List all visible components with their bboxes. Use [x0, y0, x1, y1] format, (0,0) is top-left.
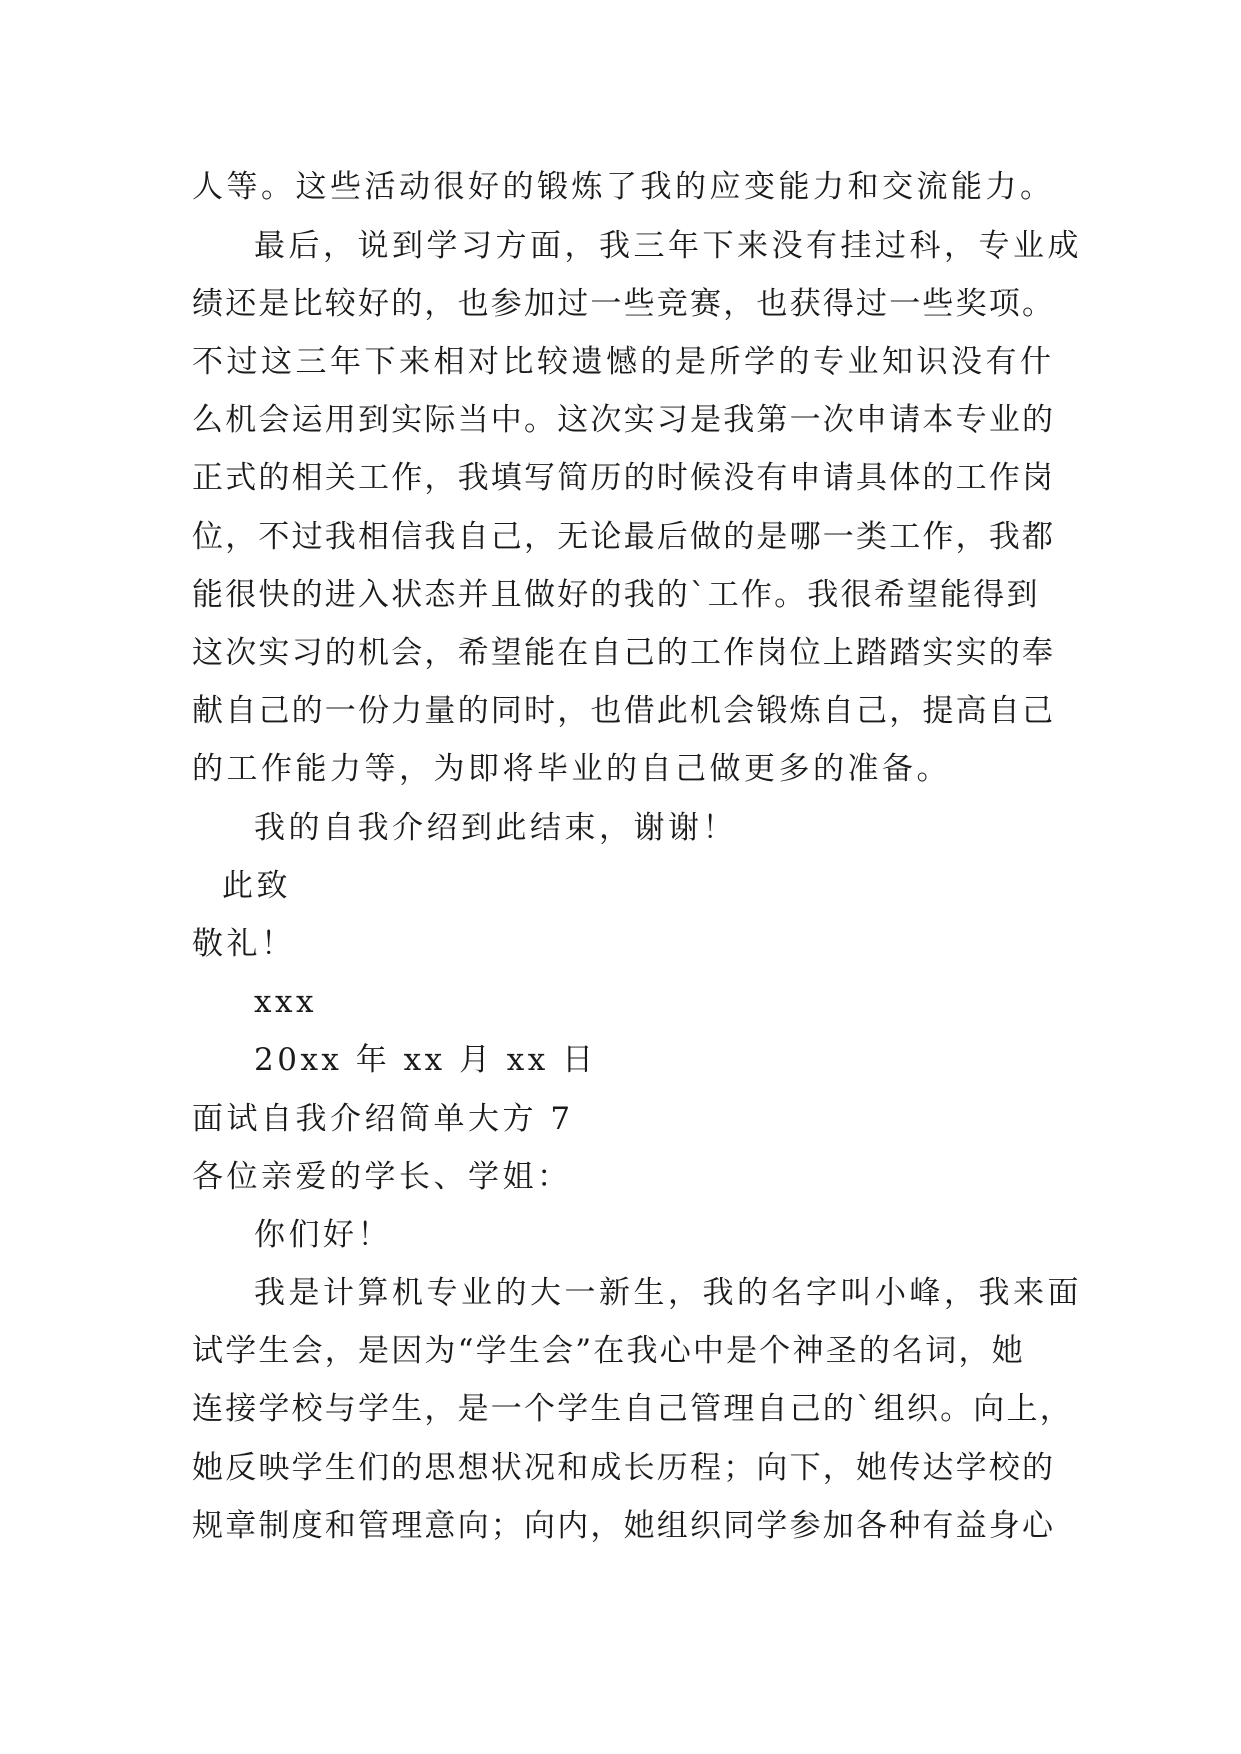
paragraph-line: 我是计算机专业的大一新生，我的名字叫小峰，我来面 [254, 1275, 1082, 1311]
paragraph-line: 么机会运用到实际当中。这次实习是我第一次申请本专业的 [192, 402, 1056, 438]
paragraph-line: 绩还是比较好的，也参加过一些竞赛，也获得过一些奖项。 [192, 286, 1056, 322]
closing-line: 我的自我介绍到此结束，谢谢！ [254, 810, 737, 846]
section-heading: 面试自我介绍简单大方 7 [192, 1101, 574, 1137]
paragraph-line: 正式的相关工作，我填写简历的时候没有申请具体的工作岗 [192, 460, 1056, 496]
paragraph-line: 规章制度和管理意向；向内，她组织同学参加各种有益身心 [192, 1508, 1056, 1544]
paragraph-line: 试学生会，是因为“学生会”在我心中是个神圣的名词，她 [192, 1333, 1025, 1369]
greeting-line: 你们好！ [254, 1217, 392, 1253]
paragraph-line: 献自己的一份力量的同时，也借此机会锻炼自己，提高自己 [192, 693, 1056, 729]
signature-date: 20xx 年 xx 月 xx 日 [254, 1042, 597, 1078]
greeting-line: 各位亲爱的学长、学姐： [192, 1159, 572, 1195]
signature-name: xxx [254, 984, 317, 1020]
paragraph-line: 人等。这些活动很好的锻炼了我的应变能力和交流能力。 [192, 169, 1055, 205]
salutation-line: 敬礼！ [192, 926, 296, 962]
paragraph-line: 她反映学生们的思想状况和成长历程；向下，她传达学校的 [192, 1450, 1056, 1486]
paragraph-line: 这次实习的机会，希望能在自己的工作岗位上踏踏实实的奉 [192, 635, 1056, 671]
paragraph-line: 连接学校与学生，是一个学生自己管理自己的`组织。向上， [192, 1391, 1073, 1427]
paragraph-line: 的工作能力等，为即将毕业的自己做更多的准备。 [192, 751, 951, 787]
paragraph-line: 不过这三年下来相对比较遗憾的是所学的专业知识没有什 [192, 344, 1055, 380]
paragraph-line: 位，不过我相信我自己，无论最后做的是哪一类工作，我都 [192, 519, 1056, 555]
paragraph-line: 最后，说到学习方面，我三年下来没有挂过科，专业成 [254, 228, 1082, 264]
paragraph-line: 能很快的进入状态并且做好的我的`工作。我很希望能得到 [192, 577, 1040, 613]
salutation-line: 此致 [222, 868, 291, 904]
